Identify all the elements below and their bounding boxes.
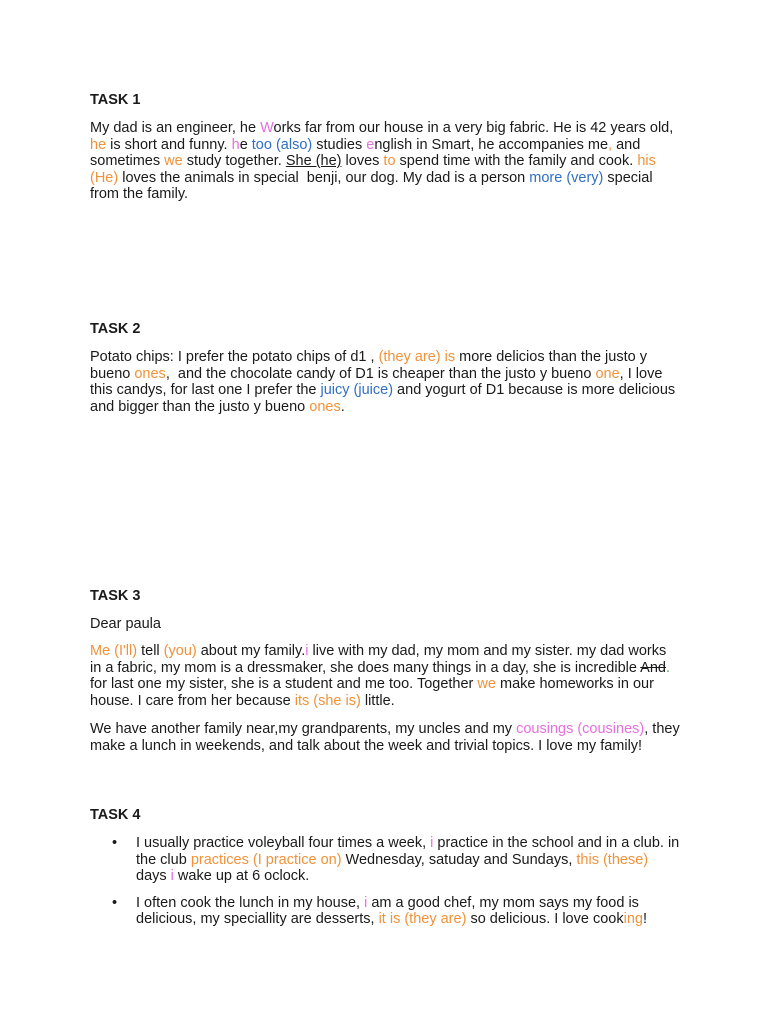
text-segment: we <box>164 153 183 170</box>
text-segment: special from the family. <box>90 169 657 203</box>
text-segment: h <box>231 136 240 153</box>
task4-heading: TASK 4 <box>90 807 141 823</box>
task3-heading: TASK 3 <box>90 588 141 604</box>
text-segment: e <box>366 136 375 153</box>
task2-paragraph <box>90 349 680 415</box>
text-segment: We have another family near,my grandparents, my uncles and my <box>90 721 517 737</box>
text-segment: so delicious. I love cook <box>466 911 624 928</box>
text-segment: cousings (cousines) <box>516 721 645 737</box>
text-segment: . <box>340 398 345 415</box>
text-segment: Wednesday, satuday and Sundays, <box>341 851 577 868</box>
text-segment: i <box>305 643 309 659</box>
text-segment: practices (I practice on) <box>190 851 342 868</box>
text-segment: nglish in Smart, he accompanies me <box>374 136 609 153</box>
text-segment: more delicios than the justo y bueno <box>90 349 651 382</box>
text-segment: and sometimes <box>90 136 645 170</box>
text-segment: i <box>364 894 368 911</box>
text-segment: he <box>90 136 107 153</box>
text-segment: loves the animals in special benji, our dog. My dad is a person <box>118 169 530 186</box>
text-segment: spend time with the family and cook. <box>395 153 638 170</box>
text-segment: its (she is) <box>294 692 361 709</box>
text-segment: one <box>595 365 620 382</box>
task3-paragraph-1 <box>90 643 680 709</box>
task1-heading: TASK 1 <box>90 92 141 108</box>
text-segment: i <box>430 835 434 851</box>
task4-bullet-text-2 <box>136 895 647 928</box>
text-segment: practice in the school and in a club. in the club <box>136 835 680 868</box>
text-segment: is short and funny. <box>106 136 232 153</box>
text-segment: , I love this candys, for last one I prefer the <box>90 365 667 399</box>
text-segment: live with my dad, my mom and my sister. my dad works in a fabric, my mom is a dressmaker, she does many things in a day, she is incredible <box>90 643 671 676</box>
text-segment: about my family. <box>196 643 306 659</box>
text-segment: make homeworks in our house. I care from her because <box>90 676 658 709</box>
text-segment: (they are) is <box>378 349 456 365</box>
text-segment: we <box>477 676 496 693</box>
text-segment: . <box>665 659 671 676</box>
text-segment: Potato chips: I prefer the potato chips of d1 , <box>90 349 379 365</box>
bullet-icon: • <box>112 894 118 911</box>
text-segment: his (He) <box>90 153 660 186</box>
text-segment: orks far from our house in a very big fabric. He is 42 years old, <box>273 120 678 136</box>
bullet-icon: • <box>112 835 118 851</box>
text-segment: too (also) <box>251 136 313 153</box>
text-segment: studies <box>312 136 367 153</box>
text-segment: , they make a lunch in weekends, and talk about the week and trivial topics. I love my family! <box>90 721 684 754</box>
task4-bullet-list <box>90 835 680 938</box>
text-segment: ing <box>623 911 643 928</box>
text-segment: i <box>170 868 174 885</box>
text-segment: Me (I'll) <box>90 643 138 659</box>
text-segment: And <box>640 659 666 676</box>
text-segment: little. <box>360 692 395 709</box>
text-segment: ones <box>309 398 341 415</box>
task4-bullet-text-1 <box>136 835 679 884</box>
task2-heading: TASK 2 <box>90 321 141 337</box>
text-segment: W <box>260 120 274 136</box>
task3-greeting: Dear paula <box>90 616 161 632</box>
text-segment: days <box>136 868 171 885</box>
text-segment: study together. <box>182 153 286 170</box>
text-segment: I often cook the lunch in my house, <box>136 894 365 911</box>
text-segment: tell <box>137 643 164 659</box>
text-segment: ones <box>134 365 166 382</box>
task4-bullet-item-1 <box>90 835 680 885</box>
text-segment: this (these) <box>576 851 649 868</box>
text-segment: and yogurt of D1 because is more delicious and bigger than the justo y bueno <box>90 382 680 415</box>
text-segment: juicy (juice) <box>320 382 394 399</box>
text-segment: for last one my sister, she is a student and me too. Together <box>90 659 675 693</box>
text-segment: I usually practice voleyball four times a week, <box>136 835 431 851</box>
text-segment: (you) <box>163 643 197 659</box>
text-segment: My dad is an engineer, he <box>90 120 261 136</box>
text-segment: , <box>608 136 613 153</box>
text-segment: it is (they are) <box>378 911 467 928</box>
text-segment: am a good chef, my mom says my food is delicious, my speciallity are desserts, <box>136 894 639 928</box>
text-segment: e <box>239 136 252 153</box>
text-segment: more (very) <box>529 169 604 186</box>
text-segment: to <box>383 153 396 170</box>
text-segment: She (he) <box>285 153 342 170</box>
text-segment: wake up at 6 oclock. <box>173 868 310 885</box>
text-segment: , and the chocolate candy of D1 is cheaper than the justo y bueno <box>165 365 596 382</box>
task3-paragraph-2 <box>90 721 684 754</box>
text-segment: loves <box>341 153 384 170</box>
task4-bullet-item-2 <box>90 895 680 928</box>
text-segment: ! <box>642 911 647 928</box>
task1-paragraph <box>90 120 680 203</box>
